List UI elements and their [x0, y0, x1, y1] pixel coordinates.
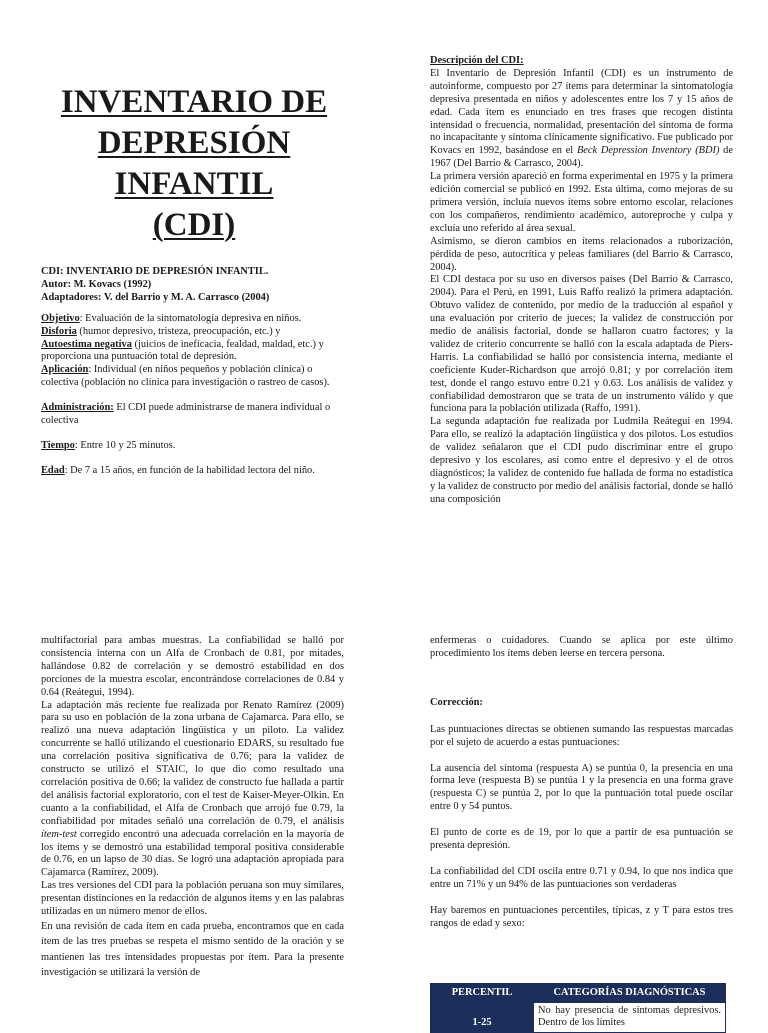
dysphoria-label: Disforia [41, 325, 77, 337]
correction-paragraph-2: La ausencia del síntoma (respuesta A) se puntúa 0, la presencia en una forma leve (respuesta B) se puntúa 1 y la presencia en una forma grave (respuesta C) se puntúa 2, por lo que la puntuación total puede oscilar entre 0 y 54 puntos. [430, 762, 733, 813]
item-test-term: ítem-test [41, 828, 77, 840]
application-mode-paragraph: enfermeras o cuidadores. Cuando se aplica por este último procedimiento los ítems deben leerse en tercera persona. [430, 635, 733, 659]
description-paragraph-5: La segunda adaptación fue realizada por Ludmila Reátegui en 1994. Para ello, se realizó la adaptación lingüística y dos pilotos. Los estudios de validez señalaron que el CDI pudo discriminar entre el grupo depresivo y los escolares, así como entre el depresivo y el de otros diagnósticos; la validez de contenido fue hallada de forma no estadística y la validez de constructo por medio del análisis factorial, donde se halló una composición [430, 416, 733, 505]
application-text: : Individual (en niños pequeños y población clínica) o colectiva (población no clínica para investigación o rastreo de casos). [41, 364, 330, 389]
description-p1-end: de 1967 (Del Barrio & Carrasco, 2004). [430, 145, 733, 170]
correction-paragraph-4: La confiabilidad del CDI oscila entre 0.71 y 0.94, lo que nos indica que entre un 71% y un 94% de las puntuaciones son verdaderas [430, 865, 733, 890]
categories-column-header: CATEGORÍAS DIAGNÓSTICAS [534, 984, 726, 1003]
objective-label: Objetivo [41, 312, 80, 324]
age-label: Edad [41, 464, 65, 476]
continuation-p2-end: corregido encontró una adecuada correlación en la mayoría de los ítems y se demostró una estabilidad temporal positiva considerable de 0.76, en un lapso de 30 días. Se logró una adaptación apropiada para Cajamarca (Ramírez, 2009). [41, 828, 344, 879]
diagnostic-categories-table [430, 983, 726, 1033]
description-heading: Descripción del CDI: [430, 55, 524, 66]
description-paragraph-3: Asimismo, se dieron cambios en ítems relacionados a ruborización, pérdida de peso, autocrítica y peleas familiares (del Barrio & Carrasco, 2004). [430, 235, 733, 273]
adapters-value: : V. del Barrio y M. A. Carrasco (2004) [97, 291, 270, 303]
title-line-4: (CDI) [152, 207, 236, 243]
continuation-paragraph-4: En una revisión de cada ítem en cada prueba, encontramos que en cada ítem de las tres pruebas se respeta el mismo sentido de la oración y se mantienen las tres intensidades propuestas por ítem. Para la presente investigación se utilizará la versión de [41, 920, 344, 979]
bdi-reference: Beck Depression Inventory (BDI) [576, 145, 720, 157]
time-text: : Entre 10 y 25 minutos. [74, 439, 176, 451]
correction-paragraph-3: El punto de corte es de 19, por lo que a partir de esa puntuación se presenta depresión. [430, 827, 733, 852]
table-header-row [431, 984, 726, 1003]
continuation-p2-text: La adaptación más reciente fue realizada por Renato Ramírez (2009) para su uso en población de la zona urbana de Cajamarca. Para ello, se realizó una nueva adaptación lingüística y un piloto. La validez concurrente se halló utilizando el cuestionario EDARS, su resultado fue una correlación positiva significativa de 0.76; para la validez de constructo se utilizó el STAIC, lo que dio como resultado una correlación positiva de 0.66; la validez de constructo fue hallada a partir del análisis factorial exploratorio, con el test de Kaiser-Meyer-Olkin. En cuanto a la confiabilidad, el Alfa de Cronbach que arrojó fue 0.79, la confiabilidad por mitades señaló una correlación de 0.79, el análisis [41, 699, 344, 827]
continuation-paragraph-1: multifactorial para ambas muestras. La confiabilidad se halló por consistencia interna con un Alfa de Cronbach de 0.81, por mitades, hallándose 0.82 de correlación y se demostró estabilidad en dos porciones de la muestra escolar, encontrándose correlaciones de 0.84 y 0.64 (Reátegui, 1994). [41, 635, 344, 698]
description-p1-text: El Inventario de Depresión Infantil (CDI) es un instrumento de autoinforme, compuesto por 27 ítems para determinar la sintomatología depresiva presentada en niños y adolescentes entre los 7 y 15 años de edad. Cada ítem es enunciado en tres frases que recogen distinta intensidad o frecuencia, normalidad, presentación del síntoma de forma no incapacitante y síntoma clínicamente significativo. Fue publicado por Kovacs en 1992, basándose en el [430, 67, 733, 157]
percentile-column-header: PERCENTIL [431, 984, 534, 1003]
document-title [42, 82, 346, 246]
fiche-block [41, 266, 337, 478]
description-paragraph-1 [430, 68, 733, 171]
age-text: : De 7 a 15 años, en función de la habilidad lectora del niño. [64, 464, 315, 476]
table-row [431, 1002, 726, 1032]
correction-paragraph-1: Las puntuaciones directas se obtienen sumando las respuestas marcadas por el sujeto de acuerdo a estas puntuaciones: [430, 723, 733, 748]
title-line-3: INFANTIL [114, 166, 274, 202]
description-block [430, 55, 733, 507]
author-value: : M. Kovacs (1992) [67, 278, 152, 290]
administration-text: El CDI puede administrarse de manera individual o colectiva [41, 402, 331, 427]
dysphoria-text: (humor depresivo, tristeza, preocupación, etc.) y [76, 325, 281, 337]
time-label: Tiempo [41, 439, 75, 451]
continuation-paragraph-3: Las tres versiones del CDI para la población peruana son muy similares, presentan distinciones en la redacción de algunos ítems y en las palabras utilizadas en un número menor de ellos. [41, 880, 344, 918]
correction-paragraph-5: Hay baremos en puntuaciones percentiles, típicas, z y T para estos tres rangos de edad y sexo: [430, 904, 733, 929]
objective-text: : Evaluación de la sintomatología depresiva en niños. [79, 312, 302, 324]
author-label: Autor [41, 278, 68, 290]
correction-heading: Corrección: [430, 696, 483, 708]
adapters-label: Adaptadores [41, 291, 98, 303]
description-paragraph-4: El CDI destaca por su uso en diversos países (Del Barrio & Carrasco, 2004). Para el Perú, en 1991, Luis Raffo realizó la primera adaptación. Obtuvo validez de contenido, por medio de la traducción al español y una evaluación por criterio de jueces; la validez de construcción por medio de análisis factorial, donde se hallaron cuatro factores; y la validez de criterio concurrente se halló con la escala adaptada de Piers-Harris. La confiabilidad se halló por consistencia interna, mediante el coeficiente Kuder-Richardson que arrojó 0.81; y por correlación ítem test, donde el rango estuvo entre 0.21 y 0.63. Los análisis de validez y confiabilidad demostraron que se trata de un instrumento válido y que funciona para la población utilizada (Raffo, 1991). [430, 274, 733, 415]
continuation-block [41, 635, 344, 981]
category-cell: No hay presencia de síntomas depresivos. Dentro de los límites [534, 1002, 726, 1032]
fiche-heading: CDI: INVENTARIO DE DEPRESIÓN INFANTIL. [41, 266, 269, 277]
selfesteem-text: (juicios de ineficacia, fealdad, maldad, etc.) y proporciona una puntuación total de depresión. [41, 338, 324, 363]
application-label: Aplicación [41, 364, 89, 376]
description-paragraph-2: La primera versión apareció en forma experimental en 1975 y la primera edición comercial se publicó en 1992. Esta última, como mejoras de su primera versión, incluía nuevos ítems sobre entorno escolar, relaciones con los compañeros, rendimiento académico, autoreproche y culpa y excluía uno referido al área sexual. [430, 171, 733, 234]
title-line-1: INVENTARIO DE [60, 84, 328, 120]
correction-block [430, 635, 733, 931]
administration-label: Administración: [41, 402, 114, 414]
percentile-cell: 1-25 [431, 1002, 534, 1032]
continuation-paragraph-2 [41, 700, 344, 881]
selfesteem-label: Autoestima negativa [41, 338, 132, 350]
title-line-2: DEPRESIÓN [97, 125, 291, 161]
